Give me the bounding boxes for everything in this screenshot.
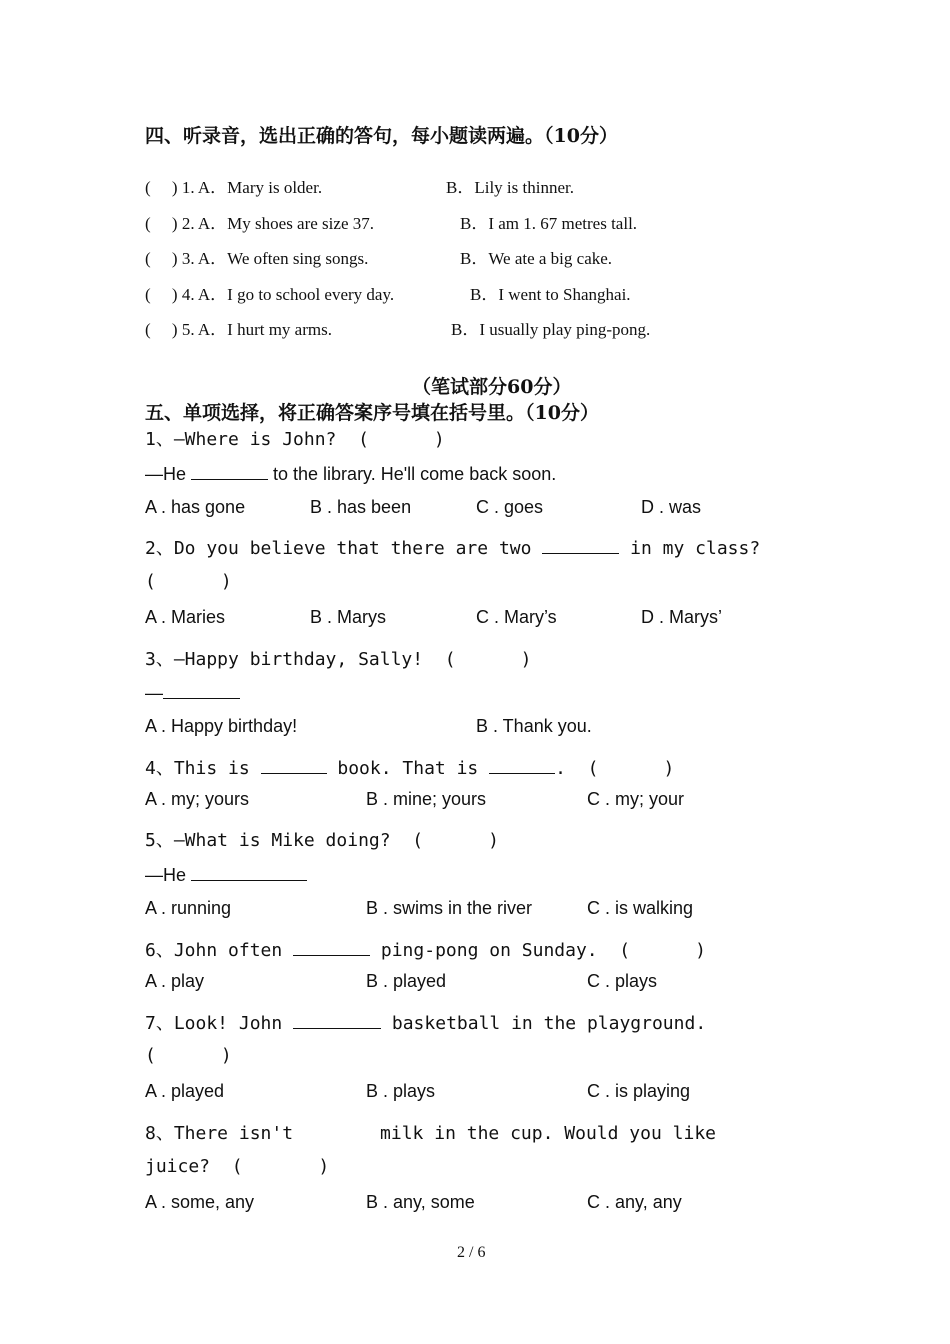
question-7-stem bbox=[145, 1009, 706, 1035]
question-4-option-c: C . my; your bbox=[587, 789, 685, 809]
question-1-option-b: B . has been bbox=[310, 497, 412, 517]
page-number: 2 / 6 bbox=[457, 1244, 486, 1261]
question-7-paren: ( ) bbox=[145, 1045, 232, 1066]
answer-blank bbox=[191, 862, 307, 881]
question-2-option-a: A . Maries bbox=[145, 607, 226, 627]
question-6-option-a: A . play bbox=[145, 971, 205, 991]
section-4-heading: 四、听录音，选出正确的答句，每小题读两遍。（10分） bbox=[145, 125, 618, 147]
question-8-stem-pre: 8、There isn't bbox=[145, 1123, 294, 1144]
listening-item-1-b: B．Lily is thinner. bbox=[446, 178, 574, 197]
question-7-stem-pre: 7、Look! John bbox=[145, 1013, 294, 1034]
question-8-line2: juice? ( ) bbox=[145, 1156, 330, 1177]
question-4-stem-b: book. That is bbox=[326, 758, 490, 779]
question-6-stem-pre: 6、John often bbox=[145, 940, 294, 961]
question-3-option-a: A . Happy birthday! bbox=[145, 716, 298, 736]
question-2-option-b: B . Marys bbox=[310, 607, 387, 627]
question-1-line2-pre: —He bbox=[145, 464, 192, 484]
question-6-stem bbox=[145, 936, 706, 962]
listening-item-3-a: ( ) 3. A．We often sing songs. bbox=[145, 249, 369, 268]
question-2-stem bbox=[145, 534, 760, 560]
question-7-option-a: A . played bbox=[145, 1081, 225, 1101]
answer-blank bbox=[261, 755, 327, 774]
question-5-line2 bbox=[145, 862, 307, 886]
question-6-option-c: C . plays bbox=[587, 971, 658, 991]
listening-item-4-a: ( ) 4. A．I go to school every day. bbox=[145, 285, 395, 304]
question-3-line2-pre: — bbox=[145, 683, 163, 703]
question-5-option-a: A . running bbox=[145, 898, 232, 918]
question-1-stem: 1、—Where is John? ( ) bbox=[145, 429, 445, 450]
listening-item-4-b: B．I went to Shanghai. bbox=[470, 285, 631, 304]
question-1-line2 bbox=[145, 461, 556, 485]
question-3-stem: 3、—Happy birthday, Sally! ( ) bbox=[145, 649, 532, 670]
question-8-stem bbox=[145, 1119, 716, 1145]
question-5-stem: 5、—What is Mike doing? ( ) bbox=[145, 830, 499, 851]
question-2-option-d: D . Marys’ bbox=[641, 607, 722, 627]
question-8-stem-post: milk in the cup. Would you like bbox=[380, 1123, 716, 1144]
question-5-line2-pre: —He bbox=[145, 865, 192, 885]
question-4-stem-a: 4、This is bbox=[145, 758, 261, 779]
question-2-stem-pre: 2、Do you believe that there are two bbox=[145, 538, 543, 559]
listening-item-3-b: B．We ate a big cake. bbox=[460, 249, 613, 268]
question-6-option-b: B . played bbox=[366, 971, 447, 991]
question-1-option-a: A . has gone bbox=[145, 497, 246, 517]
answer-blank bbox=[489, 755, 555, 774]
question-7-option-b: B . plays bbox=[366, 1081, 436, 1101]
question-3-option-b: B . Thank you. bbox=[476, 716, 592, 736]
question-4-option-b: B . mine; yours bbox=[366, 789, 487, 809]
section-5-heading: 五、单项选择，将正确答案序号填在括号里。（10分） bbox=[145, 402, 599, 424]
question-3-line2 bbox=[145, 680, 240, 704]
question-6-stem-post: ping-pong on Sunday. ( ) bbox=[370, 940, 706, 961]
answer-blank bbox=[293, 1010, 381, 1029]
question-4-stem-c: . ( ) bbox=[555, 758, 675, 779]
question-8-option-b: B . any, some bbox=[366, 1192, 475, 1212]
listening-item-1-a: ( ) 1. A．Mary is older. bbox=[145, 178, 323, 197]
question-2-option-c: C . Mary’s bbox=[476, 607, 557, 627]
question-8-option-a: A . some, any bbox=[145, 1192, 255, 1212]
question-1-option-d: D . was bbox=[641, 497, 702, 517]
answer-blank bbox=[191, 461, 268, 480]
answer-blank bbox=[293, 937, 370, 956]
listening-item-2-a: ( ) 2. A．My shoes are size 37. bbox=[145, 214, 374, 233]
listening-item-5-b: B．I usually play ping-pong. bbox=[451, 320, 651, 339]
question-2-paren: ( ) bbox=[145, 571, 232, 592]
question-7-stem-post: basketball in the playground. bbox=[381, 1013, 707, 1034]
question-1-option-c: C . goes bbox=[476, 497, 544, 517]
question-7-option-c: C . is playing bbox=[587, 1081, 691, 1101]
question-2-stem-post: in my class? bbox=[619, 538, 761, 559]
question-5-option-b: B . swims in the river bbox=[366, 898, 533, 918]
listening-item-2-b: B．I am 1. 67 metres tall. bbox=[460, 214, 638, 233]
question-1-line2-post: to the library. He'll come back soon. bbox=[268, 464, 557, 484]
question-4-option-a: A . my; yours bbox=[145, 789, 250, 809]
written-part-title: （笔试部分60分） bbox=[412, 376, 572, 398]
listening-item-5-a: ( ) 5. A．I hurt my arms. bbox=[145, 320, 332, 339]
question-4-stem bbox=[145, 754, 674, 780]
answer-blank bbox=[163, 680, 240, 699]
question-8-option-c: C . any, any bbox=[587, 1192, 682, 1212]
answer-blank bbox=[542, 535, 619, 554]
question-5-option-c: C . is walking bbox=[587, 898, 694, 918]
